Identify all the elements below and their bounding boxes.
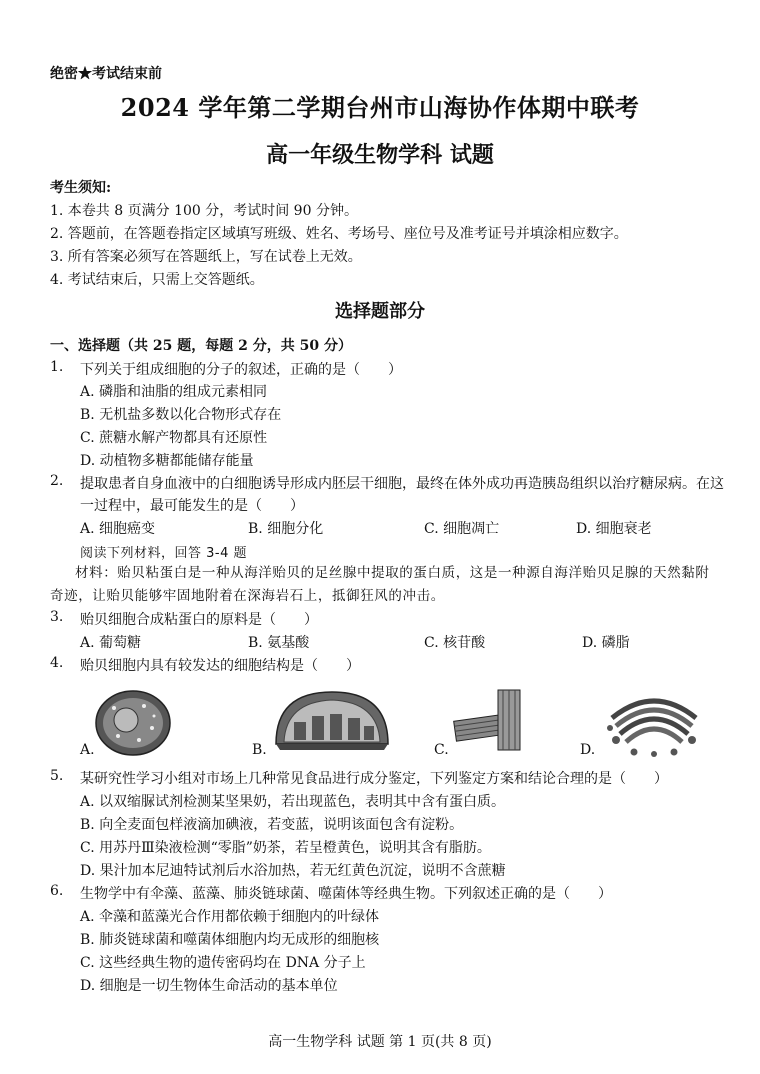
question-number: 5. bbox=[50, 768, 64, 784]
question-text: 某研究性学习小组对市场上几种常见食品进行成分鉴定，下列鉴定方案和结论合理的是（ ） bbox=[80, 771, 668, 787]
question-text: 生物学中有伞藻、蓝藻、肺炎链球菌、噬菌体等经典生物。下列叙述正确的是（ ） bbox=[80, 886, 612, 902]
option-c: C. 蔗糖水解产物都具有还原性 bbox=[80, 430, 268, 446]
question-number: 6. bbox=[50, 883, 64, 899]
option-d: D. 动植物多糖都能储存能量 bbox=[80, 453, 254, 469]
option-d: D. 果汁加本尼迪特试剂后水浴加热，若无红黄色沉淀，说明不含蔗糖 bbox=[80, 863, 506, 879]
chloroplast-icon bbox=[272, 688, 392, 754]
question-number: 4. bbox=[50, 655, 64, 671]
option-a: A. 伞藻和蓝藻光合作用都依赖于细胞内的叶绿体 bbox=[80, 909, 380, 925]
notice-heading: 考生须知: bbox=[50, 180, 112, 196]
image-label-b: B. bbox=[252, 742, 267, 758]
image-label-c: C. bbox=[434, 742, 449, 758]
centriole-icon bbox=[452, 688, 532, 754]
option-c: C. 这些经典生物的遗传密码均在 DNA 分子上 bbox=[80, 955, 366, 971]
option-b: B. 肺炎链球菌和噬菌体细胞内均无成形的细胞核 bbox=[80, 932, 380, 948]
image-label-a: A. bbox=[80, 742, 95, 758]
option-b: B. 细胞分化 bbox=[248, 521, 324, 537]
exam-subtitle: 高一年级生物学科 试题 bbox=[266, 142, 494, 168]
confidential-mark: 绝密★考试结束前 bbox=[50, 66, 162, 82]
option-c: C. 细胞凋亡 bbox=[424, 521, 500, 537]
question-number: 1. bbox=[50, 359, 64, 375]
option-a: A. 以双缩脲试剂检测某坚果奶，若出现蓝色，表明其中含有蛋白质。 bbox=[80, 794, 506, 810]
option-a: A. 葡萄糖 bbox=[80, 635, 142, 651]
question-text: 提取患者自身血液中的白细胞诱导形成内胚层干细胞，最终在体外成功再造胰岛组织以治疗糖尿病。在这一过程中，最可能发生的是（ ） bbox=[80, 476, 724, 514]
reading-note: 阅读下列材料，回答 3-4 题 bbox=[80, 546, 247, 561]
question-text: 下列关于组成细胞的分子的叙述，正确的是（ ） bbox=[80, 362, 402, 378]
question-text: 贻贝细胞内具有较发达的细胞结构是（ ） bbox=[80, 658, 360, 674]
reading-material: 材料：贻贝粘蛋白是一种从海洋贻贝的足丝腺中提取的蛋白质，这是一种源自海洋贻贝足腺的天然黏附奇迹，让贻贝能够牢固地附着在深海岩石上，抵御狂风的冲击。 bbox=[50, 565, 710, 604]
option-d: D. 细胞衰老 bbox=[576, 521, 652, 537]
exam-title: 2024 学年第二学期台州市山海协作体期中联考 bbox=[120, 93, 640, 122]
section-title: 选择题部分 bbox=[335, 301, 425, 322]
nucleus-icon bbox=[94, 688, 172, 758]
option-d: D. 细胞是一切生物体生命活动的基本单位 bbox=[80, 978, 338, 994]
option-b: B. 氨基酸 bbox=[248, 635, 310, 651]
question-number: 3. bbox=[50, 609, 64, 625]
option-b: B. 无机盐多数以化合物形式存在 bbox=[80, 407, 282, 423]
option-b: B. 向全麦面包样液滴加碘液，若变蓝，说明该面包含有淀粉。 bbox=[80, 817, 464, 833]
question-number: 2. bbox=[50, 473, 64, 489]
question-text: 贻贝细胞合成粘蛋白的原料是（ ） bbox=[80, 612, 318, 628]
option-d: D. 磷脂 bbox=[582, 635, 630, 651]
golgi-icon bbox=[604, 688, 704, 758]
notice-item: 2. 答题前，在答题卷指定区域填写班级、姓名、考场号、座位号及准考证号并填涂相应数字。 bbox=[50, 226, 628, 242]
page-footer: 高一生物学科 试题 第 1 页(共 8 页) bbox=[268, 1034, 492, 1050]
notice-item: 4. 考试结束后，只需上交答题纸。 bbox=[50, 272, 264, 288]
image-label-d: D. bbox=[580, 742, 596, 758]
option-a: A. 细胞癌变 bbox=[80, 521, 156, 537]
part-title: 一、选择题（共 25 题，每题 2 分，共 50 分） bbox=[50, 338, 352, 354]
notice-item: 1. 本卷共 8 页满分 100 分，考试时间 90 分钟。 bbox=[50, 203, 358, 219]
notice-item: 3. 所有答案必须写在答题纸上，写在试卷上无效。 bbox=[50, 249, 362, 265]
option-c: C. 核苷酸 bbox=[424, 635, 486, 651]
option-a: A. 磷脂和油脂的组成元素相同 bbox=[80, 384, 268, 400]
option-c: C. 用苏丹Ⅲ染液检测“零脂”奶茶，若呈橙黄色，说明其含有脂肪。 bbox=[80, 840, 491, 856]
organelle-images bbox=[80, 688, 720, 760]
